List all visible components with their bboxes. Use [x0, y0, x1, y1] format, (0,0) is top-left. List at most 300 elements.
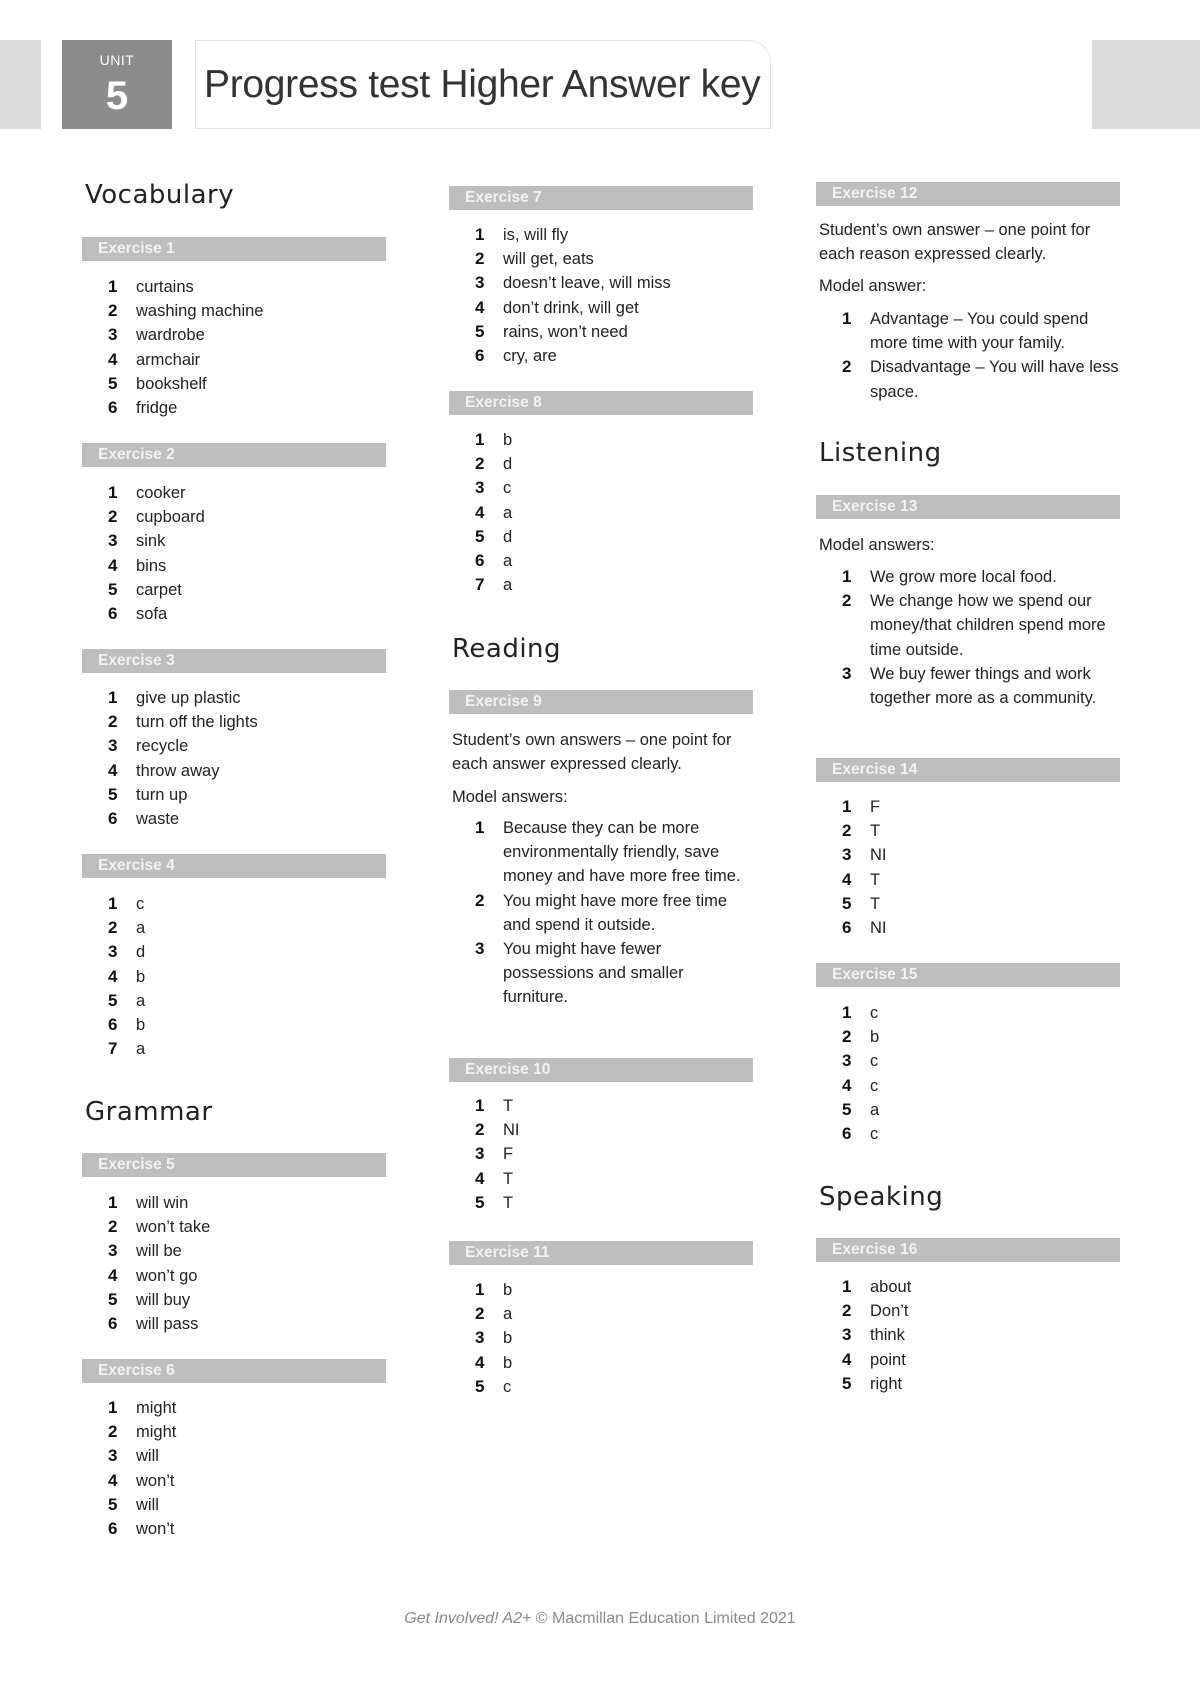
answer-item: [82, 1191, 386, 1215]
exercise-13-list: [816, 565, 1120, 710]
answer-text: You might have fewer possessions and smaller furniture.: [503, 940, 684, 1007]
answer-number: 5: [108, 784, 118, 804]
answer-text: a: [503, 503, 513, 522]
answer-item: [449, 1302, 753, 1326]
exercise-9-intro: Student’s own answers – one point for each answer expressed clearly.: [452, 731, 732, 773]
answer-item: [816, 843, 1120, 867]
answer-item: [449, 1278, 753, 1302]
answer-item: [82, 940, 386, 964]
answer-number: 2: [108, 507, 118, 527]
answer-number: 6: [108, 1518, 118, 1538]
exercise-1-list: [82, 275, 386, 420]
answer-item: [82, 759, 386, 783]
answer-number: 6: [475, 345, 485, 365]
answer-text: Disadvantage – You will have less space.: [870, 358, 1119, 401]
answer-number: 1: [108, 1398, 118, 1417]
exercise-10-header: Exercise 10: [449, 1058, 753, 1082]
answer-text: F: [503, 1145, 514, 1164]
answer-item: [82, 1013, 386, 1037]
answer-number: 3: [108, 736, 118, 756]
answer-number: 4: [108, 1265, 118, 1285]
answer-text: Advantage – You could spend more time with your family.: [870, 310, 1089, 353]
answer-text: will get, eats: [503, 250, 594, 269]
answer-item: [449, 247, 753, 271]
answer-text: fridge: [136, 398, 178, 417]
answer-item: [82, 554, 386, 578]
answer-item: [449, 271, 753, 295]
answer-number: 6: [108, 1313, 118, 1333]
answer-item: [449, 889, 753, 937]
exercise-1-header: Exercise 1: [82, 237, 386, 261]
exercise-7-list: [449, 223, 753, 368]
answer-text: c: [870, 1076, 879, 1095]
answer-item: [816, 307, 1120, 355]
exercise-9-model-label: Model answers:: [452, 788, 568, 806]
answer-number: 4: [475, 1168, 485, 1188]
answer-item: [449, 1094, 753, 1118]
answer-item: [816, 589, 1120, 662]
answer-item: [82, 505, 386, 529]
answer-item: [449, 1326, 753, 1350]
answer-item: [82, 578, 386, 602]
answer-number: 5: [475, 321, 485, 341]
answer-text: We buy fewer things and work together more as a community.: [870, 664, 1097, 708]
answer-text: will: [136, 1447, 159, 1466]
answer-number: 1: [475, 818, 485, 837]
answer-text: throw away: [136, 761, 220, 780]
answer-item: [816, 1049, 1120, 1073]
answer-text: c: [870, 1004, 879, 1022]
unit-label: UNIT: [99, 52, 135, 68]
exercise-15-list: [816, 1001, 1120, 1146]
answer-text: will pass: [136, 1314, 199, 1333]
exercise-10-list: [449, 1094, 753, 1215]
answer-number: 7: [108, 1039, 118, 1059]
answer-number: 5: [475, 526, 485, 546]
answer-text: armchair: [136, 350, 201, 369]
answer-item: [82, 734, 386, 758]
answer-text: waste: [136, 809, 180, 828]
answer-item: [82, 1239, 386, 1263]
answer-text: recycle: [136, 737, 189, 756]
answer-number: 3: [475, 273, 485, 293]
answer-text: c: [136, 895, 145, 913]
answer-number: 1: [108, 894, 118, 913]
answer-number: 3: [475, 478, 485, 498]
answer-number: 5: [475, 1376, 485, 1396]
answer-item: [449, 1191, 753, 1215]
answer-text: is, will fly: [503, 226, 569, 244]
footer-book-title: Get Involved! A2+: [404, 1610, 532, 1627]
exercise-16-list: [816, 1275, 1120, 1396]
answer-number: 2: [475, 1120, 485, 1140]
answer-item: [816, 868, 1120, 892]
answer-item: [82, 1517, 386, 1541]
answer-number: 3: [842, 1051, 852, 1071]
answer-text: cupboard: [136, 508, 205, 527]
answer-text: won’t: [136, 1471, 175, 1490]
answer-item: [816, 819, 1120, 843]
answer-number: 3: [108, 1446, 118, 1466]
answer-text: a: [503, 576, 513, 595]
answer-number: 5: [475, 1192, 485, 1212]
answer-number: 5: [842, 1099, 852, 1119]
answer-text: d: [136, 943, 146, 962]
answer-item: [82, 602, 386, 626]
answer-item: [82, 1312, 386, 1336]
answer-item: [449, 223, 753, 247]
answer-item: [816, 1098, 1120, 1122]
answer-number: 4: [475, 297, 485, 317]
answer-text: NI: [870, 846, 887, 865]
answer-text: will be: [136, 1242, 182, 1261]
answer-item: [449, 501, 753, 525]
answer-text: carpet: [136, 580, 182, 599]
answer-text: right: [870, 1374, 903, 1393]
answer-item: [816, 1348, 1120, 1372]
answer-item: [82, 989, 386, 1013]
answer-number: 1: [842, 1277, 852, 1296]
answer-text: cry, are: [503, 346, 557, 365]
answer-item: [82, 348, 386, 372]
answer-number: 4: [108, 1470, 118, 1490]
answer-item: [82, 965, 386, 989]
answer-item: [816, 1275, 1120, 1299]
answer-number: 6: [108, 808, 118, 828]
answer-item: [449, 344, 753, 368]
answer-text: won’t: [136, 1519, 175, 1538]
answer-text: We grow more local food.: [870, 568, 1057, 586]
answer-text: b: [503, 1353, 513, 1372]
answer-number: 6: [842, 1123, 852, 1143]
answer-item: [82, 275, 386, 299]
answer-item: [82, 783, 386, 807]
answer-number: 4: [475, 1352, 485, 1372]
answer-number: 7: [475, 575, 485, 595]
page-title: Progress test Higher Answer key: [204, 63, 761, 106]
answer-text: point: [870, 1350, 906, 1369]
unit-badge: [62, 40, 172, 129]
answer-number: 3: [108, 325, 118, 345]
answer-number: 4: [842, 1349, 852, 1369]
answer-number: 3: [108, 1241, 118, 1261]
answer-item: [449, 428, 753, 452]
unit-number: 5: [105, 74, 129, 118]
exercise-12-header: Exercise 12: [816, 182, 1120, 206]
answer-text: bins: [136, 556, 167, 575]
section-grammar: Grammar: [85, 1097, 213, 1127]
answer-number: 3: [842, 1325, 852, 1345]
answer-text: sofa: [136, 604, 168, 623]
answer-text: a: [136, 1040, 146, 1059]
answer-item: [82, 396, 386, 420]
answer-item: [816, 1025, 1120, 1049]
answer-item: [449, 549, 753, 573]
exercise-8-list: [449, 428, 753, 597]
exercise-2-list: [82, 481, 386, 626]
answer-item: [82, 710, 386, 734]
answer-item: [82, 1469, 386, 1493]
exercise-15-header: Exercise 15: [816, 963, 1120, 987]
answer-number: 2: [475, 454, 485, 474]
answer-number: 1: [475, 1096, 485, 1115]
answer-text: cooker: [136, 484, 186, 502]
footer-copyright: © Macmillan Education Limited 2021: [535, 1610, 796, 1627]
answer-text: T: [870, 870, 881, 889]
answer-number: 1: [108, 277, 118, 296]
answer-item: [816, 1074, 1120, 1098]
section-listening: Listening: [819, 438, 942, 468]
answer-text: washing machine: [136, 302, 264, 321]
exercise-4-header: Exercise 4: [82, 854, 386, 878]
exercise-7-header: Exercise 7: [449, 186, 753, 210]
answer-number: 3: [475, 1328, 485, 1348]
answer-number: 4: [475, 502, 485, 522]
answer-number: 6: [842, 917, 852, 937]
answer-number: 2: [842, 357, 852, 377]
exercise-3-header: Exercise 3: [82, 649, 386, 673]
exercise-3-list: [82, 686, 386, 831]
answer-item: [82, 529, 386, 553]
exercise-11-list: [449, 1278, 753, 1399]
footer: [0, 1610, 1200, 1628]
answer-text: You might have more free time and spend it outside.: [503, 891, 728, 934]
answer-number: 2: [108, 918, 118, 938]
exercise-13-model-label: Model answers:: [819, 536, 935, 554]
answer-text: b: [870, 1028, 880, 1047]
answer-item: [816, 916, 1120, 940]
answer-text: a: [136, 919, 146, 938]
answer-text: curtains: [136, 278, 194, 296]
exercise-14-list: [816, 795, 1120, 940]
answer-number: 2: [842, 1027, 852, 1047]
answer-text: c: [503, 1377, 512, 1396]
answer-number: 3: [108, 942, 118, 962]
answer-number: 3: [842, 845, 852, 865]
answer-text: NI: [870, 918, 887, 937]
answer-item: [82, 1215, 386, 1239]
answer-number: 4: [108, 555, 118, 575]
section-speaking: Speaking: [819, 1182, 944, 1212]
answer-item: [816, 1001, 1120, 1025]
exercise-9-list: [449, 816, 753, 1010]
answer-item: [816, 1122, 1120, 1146]
answer-number: 1: [475, 1280, 485, 1299]
section-reading: Reading: [452, 634, 562, 664]
answer-number: 5: [108, 579, 118, 599]
answer-text: T: [870, 822, 881, 841]
answer-number: 5: [842, 893, 852, 913]
answer-text: c: [870, 1124, 879, 1143]
answer-item: [449, 937, 753, 1010]
answer-item: [82, 686, 386, 710]
answer-number: 6: [108, 1014, 118, 1034]
answer-number: 4: [108, 966, 118, 986]
answer-text: d: [503, 527, 513, 546]
answer-number: 1: [108, 688, 118, 707]
answer-item: [82, 807, 386, 831]
title-box: [195, 40, 771, 129]
answer-item: [449, 476, 753, 500]
answer-number: 2: [108, 301, 118, 321]
header-right-tab: [1092, 40, 1200, 129]
answer-item: [449, 573, 753, 597]
answer-text: b: [503, 1281, 513, 1299]
answer-number: 5: [108, 1289, 118, 1309]
answer-text: sink: [136, 532, 166, 551]
answer-number: 4: [108, 349, 118, 369]
answer-item: [82, 1288, 386, 1312]
answer-item: [449, 452, 753, 476]
answer-text: about: [870, 1278, 912, 1296]
answer-number: 2: [842, 591, 852, 611]
answer-text: c: [503, 479, 512, 498]
answer-item: [816, 795, 1120, 819]
answer-number: 6: [108, 603, 118, 623]
answer-number: 5: [108, 373, 118, 393]
exercise-11-header: Exercise 11: [449, 1241, 753, 1265]
answer-item: [449, 816, 753, 889]
answer-number: 3: [475, 939, 485, 959]
header-left-tab: [0, 40, 41, 129]
answer-text: T: [503, 1097, 514, 1115]
exercise-12-model-label: Model answer:: [819, 277, 927, 295]
answer-item: [449, 1375, 753, 1399]
answer-number: 2: [108, 1217, 118, 1237]
answer-item: [449, 296, 753, 320]
answer-number: 6: [475, 550, 485, 570]
answer-text: d: [503, 455, 513, 474]
answer-number: 1: [842, 309, 852, 328]
answer-text: give up plastic: [136, 689, 241, 707]
answer-item: [449, 1142, 753, 1166]
answer-item: [816, 1323, 1120, 1347]
answer-text: a: [503, 1305, 513, 1324]
answer-text: We change how we spend our money/that children spend more time outside.: [870, 592, 1106, 659]
answer-text: a: [870, 1100, 880, 1119]
answer-text: T: [503, 1169, 514, 1188]
answer-text: T: [870, 894, 881, 913]
answer-number: 1: [475, 430, 485, 449]
answer-text: a: [503, 551, 513, 570]
answer-number: 5: [842, 1373, 852, 1393]
answer-number: 1: [842, 1003, 852, 1022]
answer-text: b: [136, 967, 146, 986]
answer-number: 4: [108, 760, 118, 780]
answer-text: b: [136, 1015, 146, 1034]
exercise-12-intro: Student’s own answer – one point for each reason expressed clearly.: [819, 221, 1091, 263]
answer-item: [816, 1372, 1120, 1396]
exercise-13-header: Exercise 13: [816, 495, 1120, 519]
answer-item: [82, 481, 386, 505]
exercise-5-list: [82, 1191, 386, 1336]
answer-item: [82, 323, 386, 347]
answer-item: [82, 1396, 386, 1420]
answer-number: 1: [842, 797, 852, 816]
exercise-16-header: Exercise 16: [816, 1238, 1120, 1262]
answer-item: [816, 565, 1120, 589]
answer-number: 2: [475, 249, 485, 269]
answer-number: 3: [108, 531, 118, 551]
answer-number: 3: [842, 663, 852, 683]
answer-text: will buy: [136, 1290, 191, 1309]
answer-text: c: [870, 1052, 879, 1071]
answer-number: 2: [475, 890, 485, 910]
exercise-2-header: Exercise 2: [82, 443, 386, 467]
exercise-6-list: [82, 1396, 386, 1541]
answer-item: [82, 892, 386, 916]
answer-item: [816, 1299, 1120, 1323]
answer-number: 6: [108, 397, 118, 417]
answer-number: 2: [475, 1304, 485, 1324]
answer-number: 5: [108, 1494, 118, 1514]
exercise-9-header: Exercise 9: [449, 690, 753, 714]
answer-text: F: [870, 798, 881, 816]
answer-number: 4: [842, 869, 852, 889]
answer-item: [449, 525, 753, 549]
answer-text: wardrobe: [136, 326, 205, 345]
answer-text: a: [136, 991, 146, 1010]
answer-item: [82, 1493, 386, 1517]
answer-item: [449, 1167, 753, 1191]
answer-text: turn off the lights: [136, 713, 258, 732]
exercise-14-header: Exercise 14: [816, 758, 1120, 782]
answer-number: 4: [842, 1075, 852, 1095]
answer-text: rains, won’t need: [503, 322, 628, 341]
answer-text: T: [503, 1193, 514, 1212]
answer-item: [816, 892, 1120, 916]
answer-text: bookshelf: [136, 374, 207, 393]
exercise-4-list: [82, 892, 386, 1061]
answer-text: might: [136, 1399, 177, 1417]
answer-item: [82, 916, 386, 940]
answer-item: [82, 1444, 386, 1468]
answer-item: [82, 299, 386, 323]
answer-text: don’t drink, will get: [503, 298, 639, 317]
answer-number: 2: [108, 712, 118, 732]
answer-item: [82, 1264, 386, 1288]
answer-text: will win: [136, 1194, 189, 1212]
answer-text: doesn’t leave, will miss: [503, 274, 671, 293]
exercise-12-list: [816, 307, 1120, 404]
answer-number: 2: [842, 1301, 852, 1321]
answer-text: think: [870, 1326, 905, 1345]
exercise-5-header: Exercise 5: [82, 1153, 386, 1177]
answer-number: 1: [475, 225, 485, 244]
answer-text: turn up: [136, 785, 188, 804]
answer-text: won’t go: [136, 1266, 198, 1285]
answer-number: 2: [842, 821, 852, 841]
answer-number: 2: [108, 1422, 118, 1442]
answer-text: might: [136, 1423, 177, 1442]
answer-number: 1: [108, 1193, 118, 1212]
answer-number: 5: [108, 990, 118, 1010]
answer-text: b: [503, 1329, 513, 1348]
answer-item: [449, 320, 753, 344]
answer-text: b: [503, 431, 513, 449]
answer-number: 3: [475, 1144, 485, 1164]
answer-number: 1: [108, 483, 118, 502]
answer-text: Because they can be more environmentally friendly, save money and have more free time.: [503, 819, 741, 886]
exercise-8-header: Exercise 8: [449, 391, 753, 415]
answer-item: [449, 1118, 753, 1142]
answer-item: [82, 1037, 386, 1061]
answer-text: will: [136, 1495, 159, 1514]
answer-item: [82, 372, 386, 396]
answer-item: [449, 1351, 753, 1375]
answer-item: [816, 662, 1120, 710]
answer-text: NI: [503, 1121, 520, 1140]
